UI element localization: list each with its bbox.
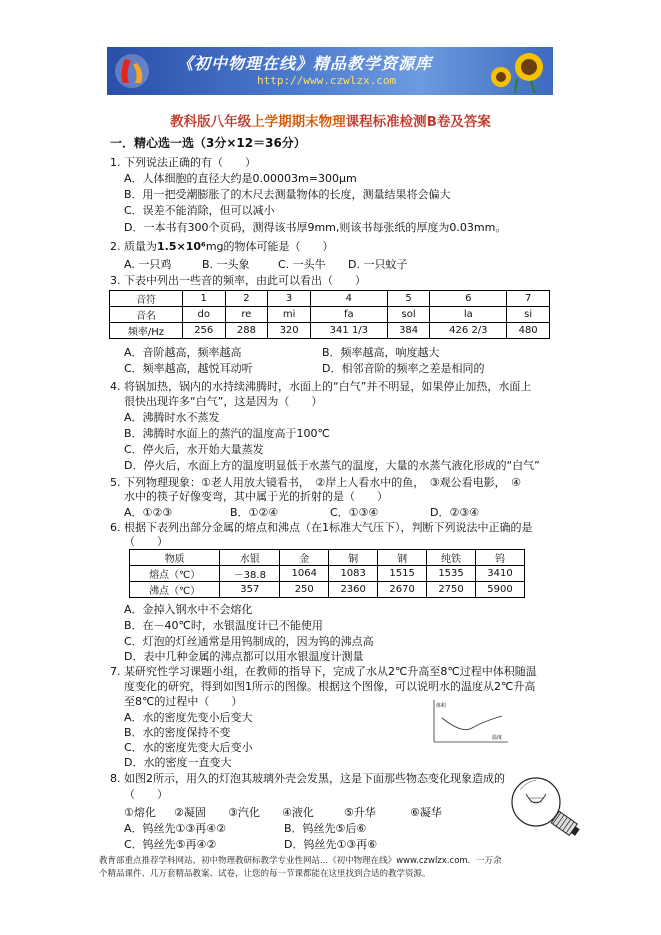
sunflower-icon <box>485 49 549 93</box>
site-logo-icon <box>113 53 151 89</box>
banner-title: 《初中物理在线》精品教学资源库 <box>177 54 433 73</box>
table-row: 熔点（℃） －38.8 1064 1083 1515 1535 3410 <box>130 566 525 582</box>
volume-temperature-graph <box>428 698 510 746</box>
metal-properties-table <box>129 549 525 598</box>
table-row: 频率/Hz 256 288 320 341 1/3 384 426 2/3 480 <box>110 323 550 339</box>
graph-x-label: 温度 <box>492 735 503 741</box>
light-bulb-icon <box>506 772 586 840</box>
footer-line-2: 个精品课件、几万套精品教案、试卷，让您的每一节课都能在这里找到合适的教学资源。 <box>99 869 431 879</box>
table-row: 物质 水银 金 铜 钢 纯铁 钨 <box>130 550 525 566</box>
table-row: 音名 do re mi fa sol la si <box>110 307 550 323</box>
page-footer <box>99 855 579 881</box>
table-row: 音符 1 2 3 4 5 6 7 <box>110 291 550 307</box>
table-row: 沸点（℃） 357 250 2360 2670 2750 5900 <box>130 582 525 598</box>
frequency-table <box>109 290 550 339</box>
graph-y-label: 体积 <box>436 703 447 709</box>
header-banner <box>107 47 553 95</box>
section-heading: 一．精心选一选（3分×12＝36分） <box>110 136 306 150</box>
banner-url[interactable]: http://www.czwlzx.com <box>257 74 397 87</box>
footer-line-1: 教育部重点推荐学科网站、初中物理教研标教学专业性网站...《初中物理在线》www.czwlzx.com．一万余 <box>99 856 502 866</box>
document-title: 教科版八年级上学期期末物理课程标准检测B卷及答案 <box>170 114 491 130</box>
